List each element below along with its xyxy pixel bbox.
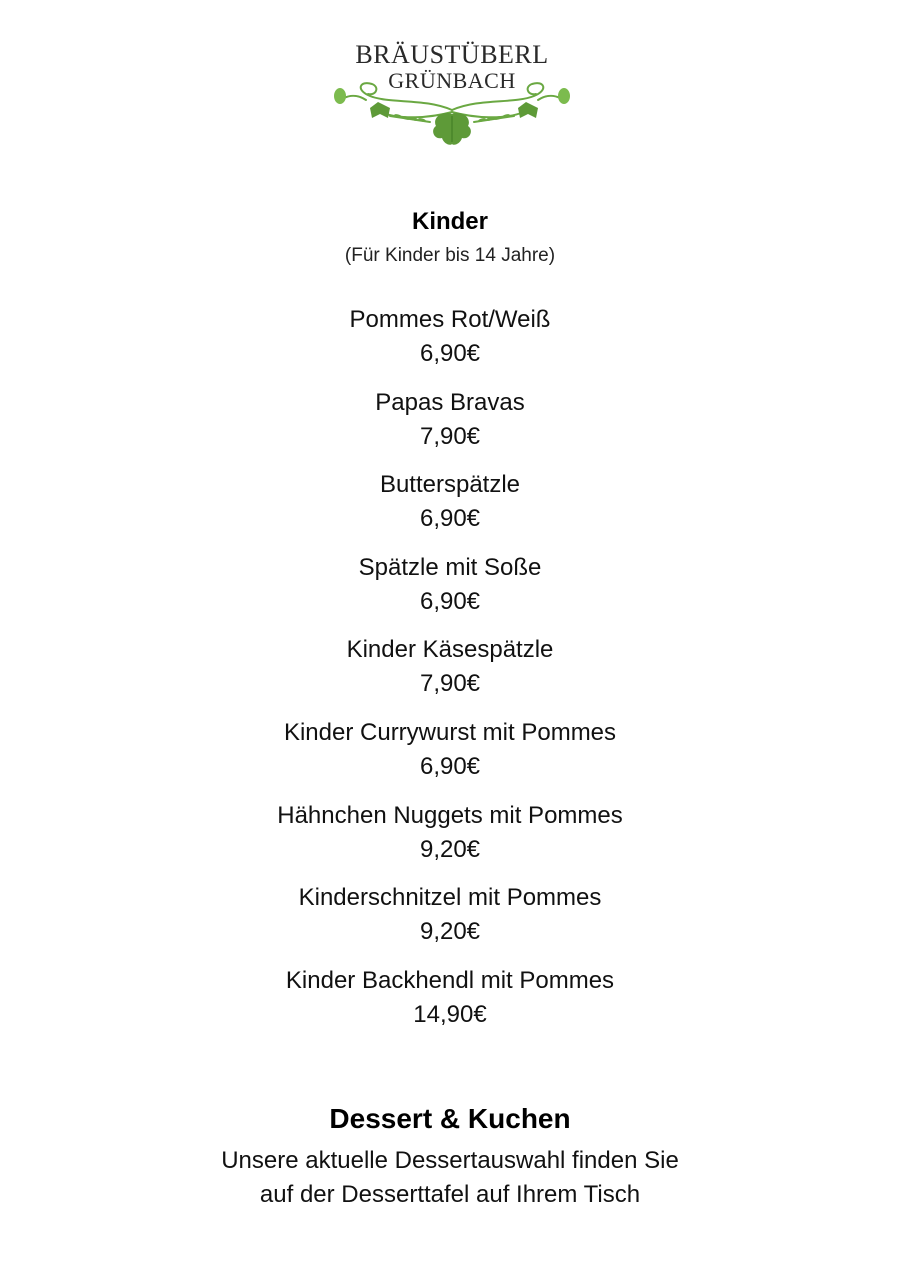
menu-item-price: 6,90€ <box>419 340 481 367</box>
menu-item-name: Butterspätzle <box>379 471 521 499</box>
menu-item <box>0 551 900 634</box>
menu-item-price: 9,20€ <box>419 835 481 863</box>
dessert-note-line1: Unsere aktuelle Dessertauswahl finden Sie <box>221 1147 679 1174</box>
menu-item <box>0 386 900 469</box>
menu-item-name: Spätzle mit Soße <box>358 553 542 581</box>
menu-item-price: 6,90€ <box>419 505 481 533</box>
hop-ornament-icon <box>330 38 574 150</box>
section-title-kinder: Kinder <box>411 208 488 235</box>
menu-item-name: Papas Bravas <box>375 388 525 416</box>
menu-item <box>0 799 900 882</box>
menu-item-price: 7,90€ <box>419 422 481 450</box>
menu-item <box>0 303 900 386</box>
logo <box>330 38 574 150</box>
menu-item <box>0 468 900 551</box>
menu-item-price: 6,90€ <box>419 587 481 615</box>
section-subtitle-kinder: (Für Kinder bis 14 Jahre) <box>344 245 556 266</box>
menu-item-price: 6,90€ <box>419 752 481 780</box>
menu-item-name: Hähnchen Nuggets mit Pommes <box>277 801 623 829</box>
menu-item <box>0 964 900 1047</box>
menu-item-price: 9,20€ <box>419 918 481 946</box>
menu-item-name: Kinderschnitzel mit Pommes <box>298 884 602 912</box>
menu-item-price: 14,90€ <box>413 1000 487 1028</box>
menu-item-price: 7,90€ <box>419 670 481 698</box>
menu-item-name: Kinder Käsespätzle <box>346 636 554 664</box>
menu-item <box>0 633 900 716</box>
dessert-note-line2: auf der Desserttafel auf Ihrem Tisch <box>259 1181 641 1208</box>
menu-item <box>0 716 900 799</box>
menu-item <box>0 881 900 964</box>
menu-item-name: Kinder Currywurst mit Pommes <box>283 718 617 746</box>
menu-item-name: Pommes Rot/Weiß <box>349 306 551 333</box>
logo-title-line1: BRÄUSTÜBERL <box>355 40 549 69</box>
menu-item-name: Kinder Backhendl mit Pommes <box>285 966 615 994</box>
kinder-menu-list <box>0 303 900 1046</box>
section-title-dessert: Dessert & Kuchen <box>329 1103 571 1134</box>
logo-title-line2: GRÜNBACH <box>388 68 516 93</box>
